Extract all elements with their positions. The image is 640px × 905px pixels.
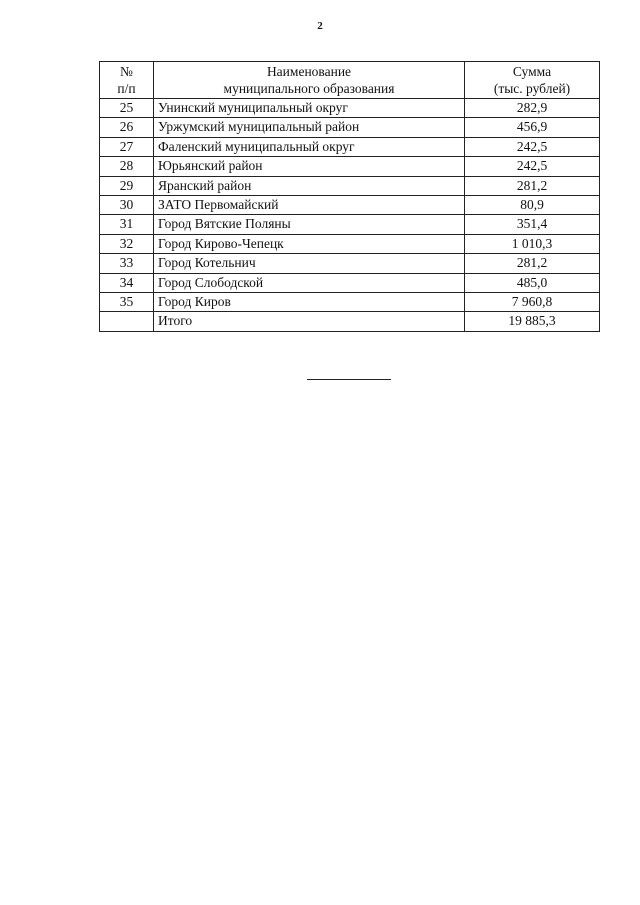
table-row [100, 157, 600, 176]
header-number [100, 62, 154, 99]
table-row [100, 273, 600, 292]
header-sum-line2: (тыс. рублей) [493, 81, 571, 96]
row-name: Уржумский муниципальный район [154, 118, 465, 137]
row-name: Яранский район [154, 176, 465, 195]
table-row [100, 234, 600, 253]
row-name: Город Кирово-Чепецк [154, 234, 465, 253]
row-name: Город Вятские Поляны [154, 215, 465, 234]
row-name: Город Киров [154, 293, 465, 312]
row-number: 33 [100, 254, 154, 273]
table-row [100, 118, 600, 137]
row-name: Город Котельнич [154, 254, 465, 273]
table-row [100, 176, 600, 195]
header-row [100, 62, 600, 99]
row-name: Юрьянский район [154, 157, 465, 176]
page-number: 2 [317, 20, 323, 32]
row-name: ЗАТО Первомайский [154, 196, 465, 215]
row-name: Унинский муниципальный округ [154, 99, 465, 118]
header-name [154, 62, 465, 99]
row-name: Город Слободской [154, 273, 465, 292]
table-header [100, 62, 600, 99]
table-row [100, 254, 600, 273]
total-number [100, 312, 154, 331]
row-sum: 1 010,3 [465, 234, 600, 253]
table-body [100, 99, 600, 332]
row-sum: 351,4 [465, 215, 600, 234]
row-sum: 80,9 [465, 196, 600, 215]
row-number: 32 [100, 234, 154, 253]
header-name-line2: муниципального образования [223, 81, 395, 96]
row-sum: 456,9 [465, 118, 600, 137]
row-number: 27 [100, 137, 154, 156]
header-number-line2: п/п [117, 81, 136, 96]
closing-rule [307, 379, 391, 380]
row-sum: 282,9 [465, 99, 600, 118]
total-label: Итого [154, 312, 465, 331]
header-sum [465, 62, 600, 99]
header-name-line1: Наименование [266, 64, 352, 79]
table-row [100, 99, 600, 118]
total-row [100, 312, 600, 331]
row-sum: 242,5 [465, 137, 600, 156]
row-number: 28 [100, 157, 154, 176]
row-sum: 281,2 [465, 176, 600, 195]
table-row [100, 293, 600, 312]
row-sum: 242,5 [465, 157, 600, 176]
row-sum: 485,0 [465, 273, 600, 292]
row-name: Фаленский муниципальный округ [154, 137, 465, 156]
row-number: 35 [100, 293, 154, 312]
header-number-line1: № [120, 64, 133, 79]
row-number: 34 [100, 273, 154, 292]
table-row [100, 215, 600, 234]
row-number: 26 [100, 118, 154, 137]
budget-table [99, 61, 600, 332]
row-number: 30 [100, 196, 154, 215]
row-number: 29 [100, 176, 154, 195]
table-row [100, 196, 600, 215]
total-sum: 19 885,3 [465, 312, 600, 331]
row-number: 31 [100, 215, 154, 234]
header-sum-line1: Сумма [512, 64, 552, 79]
table-row [100, 137, 600, 156]
row-sum: 281,2 [465, 254, 600, 273]
row-sum: 7 960,8 [465, 293, 600, 312]
row-number: 25 [100, 99, 154, 118]
